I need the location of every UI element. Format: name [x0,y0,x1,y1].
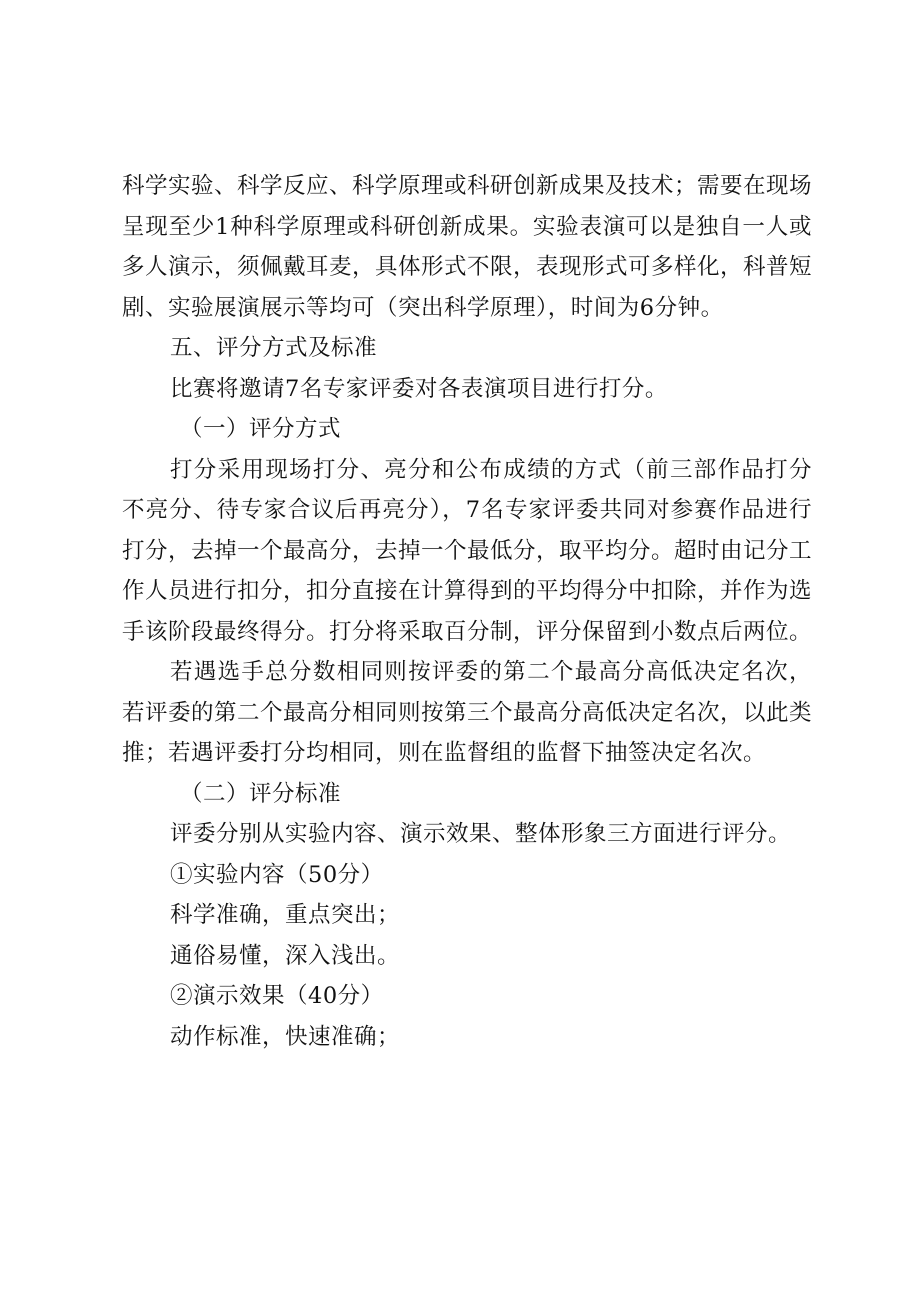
paragraph-experiment-description: 科学实验、科学反应、科学原理或科研创新成果及技术；需要在现场呈现至少1种科学原理或科研创新成果。实验表演可以是独自一人或多人演示，须佩戴耳麦，具体形式不限，表现形式可多样化，科普短剧、实验展演展示等均可（突出科学原理），时间为6分钟。 [122,173,813,321]
paragraph-tie-break: 若遇选手总分数相同则按评委的第二个最高分高低决定名次，若评委的第二个最高分相同则按第三个最高分高低决定名次，以此类推；若遇评委打分均相同，则在监督组的监督下抽签决定名次。 [122,659,813,766]
list-item-demonstration-effect: ②演示效果（40分） [170,983,384,1009]
document-body [122,166,812,1057]
list-item-standard-movements: 动作标准，快速准确； [170,1023,401,1050]
paragraph-judges-invitation: 比赛将邀请7名专家评委对各表演项目进行打分。 [170,375,668,402]
paragraph-criteria-overview: 评委分别从实验内容、演示效果、整体形象三方面进行评分。 [170,821,792,847]
subheading-scoring-method: （一）评分方式 [180,416,342,442]
list-item-experiment-content: ①实验内容（50分） [170,861,384,888]
paragraph-scoring-method: 打分采用现场打分、亮分和公布成绩的方式（前三部作品打分不亮分、待专家合议后再亮分），7名专家评委共同对参赛作品进行打分，去掉一个最高分，去掉一个最低分，取平均分。超时由记分工作人员进行扣分，扣分直接在计算得到的平均得分中扣除，并作为选手该阶段最终得分。打分将采取百分制，评分保留到小数点后两位。 [122,456,813,645]
list-item-scientific-accuracy: 科学准确，重点突出； [170,902,401,928]
list-item-easy-to-understand: 通俗易懂，深入浅出。 [170,942,401,969]
section-heading-scoring: 五、评分方式及标准 [170,335,378,361]
subheading-scoring-criteria: （二）评分标准 [180,780,342,807]
